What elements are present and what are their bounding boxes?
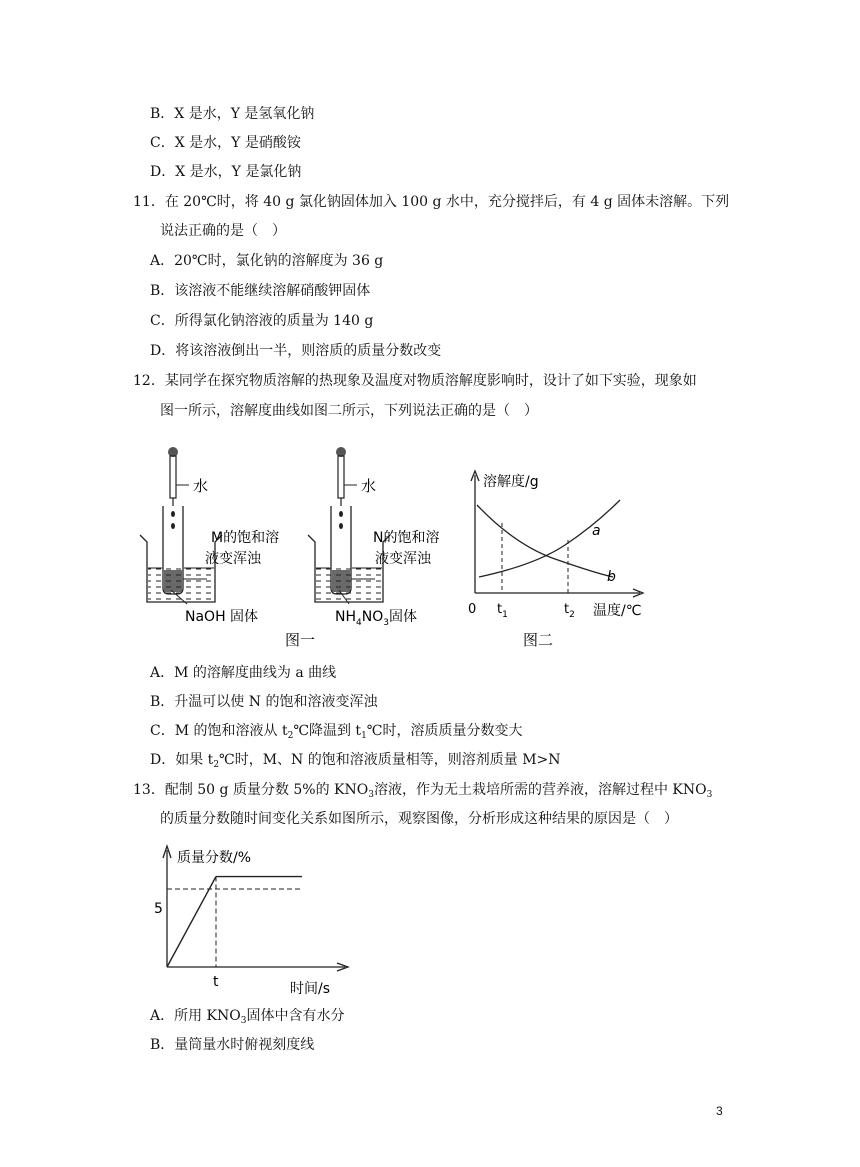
q13-option-b: B．量筒量水时俯视刻度线 [150,1037,315,1053]
q13-stem-line2: 的质量分数随时间变化关系如图所示，观察图像，分析形成这种结果的原因是（ ） [160,811,678,827]
page-number: 3 [716,1104,723,1118]
m-label-line2: 液变浑浊 [205,551,261,567]
curve-b [477,505,613,577]
y-axis-label: 溶解度/g [483,474,539,490]
q12-figure2-solubility-chart [465,465,655,650]
q13-stem-line1: 13．配制 50 g 质量分数 5%的 $KNO_3$溶液，作为无土栽培所需的营养液，溶解过程中 $KNO_3$ [133,782,713,800]
t2-label: $t_2$ [564,602,575,620]
n-label-line2: 液变浑浊 [375,551,431,567]
water-label-right: 水 [361,477,377,495]
q13-mass-fraction-chart [140,838,360,1003]
q12-stem-line2: 图一所示，溶解度曲线如图二所示，下列说法正确的是（ ） [160,403,538,419]
q12-figure1-apparatus [135,440,465,650]
q11-option-a: A．20℃时，氯化钠的溶解度为 36 g [150,253,384,269]
q10-option-c: C．X 是水，Y 是硝酸铵 [150,135,301,151]
curve-b-label: b [607,569,616,585]
naoh-label: NaOH 固体 [185,609,259,625]
figure1-caption: 图一 [285,631,316,649]
water-label-left: 水 [193,477,209,495]
t1-label: $t_1$ [497,602,508,620]
data-line-segment-1 [167,877,216,967]
q12-option-a: A．M 的溶解度曲线为 a 曲线 [150,665,337,681]
q12-option-c: C．M 的饱和溶液从 $t_2℃$降温到 $t_1℃$时，溶质质量分数变大 [150,723,523,741]
left-setup [140,447,279,625]
q12-option-b: B．升温可以使 N 的饱和溶液变浑浊 [150,694,378,710]
n-label-line1: N的饱和溶 [373,530,440,546]
q12-option-d: D．如果 $t_2℃$时，M、N 的饱和溶液质量相等，则溶剂质量 M>N [150,752,561,770]
x-axis-label: 时间/s [290,981,331,997]
q13-option-a: A．所用 $KNO_3$固体中含有水分 [150,1008,345,1026]
y-axis-label: 质量分数/% [177,850,252,866]
nh4no3-label: $NH_4NO_3$固体 [335,609,417,628]
q12-stem-line1: 12．某同学在探究物质溶解的热现象及温度对物质溶解度影响时，设计了如下实验，现象如 [133,373,697,389]
y-tick-5: 5 [154,901,163,917]
q11-option-d: D．将该溶液倒出一半，则溶质的质量分数改变 [150,343,442,359]
figure2-caption: 图二 [523,631,554,649]
m-label-line1: M的饱和溶 [211,530,280,546]
origin-label: 0 [468,602,477,617]
q11-option-b: B．该溶液不能继续溶解硝酸钾固体 [150,283,371,299]
curve-a-label: a [592,523,601,539]
right-setup [308,447,439,628]
q10-option-b: B．X 是水，Y 是氢氧化钠 [150,106,315,122]
q11-stem-line1: 11．在 20℃时，将 40 g 氯化钠固体加入 100 g 水中，充分搅拌后，有 4 g 固体未溶解。下列 [133,194,730,210]
x-axis-label: 温度/℃ [593,603,642,619]
x-tick-t: t [213,974,219,990]
q11-stem-line2: 说法正确的是（ ） [160,223,286,239]
q11-option-c: C．所得氯化钠溶液的质量为 140 g [150,313,374,329]
q10-option-d: D．X 是水，Y 是氯化钠 [150,164,302,180]
